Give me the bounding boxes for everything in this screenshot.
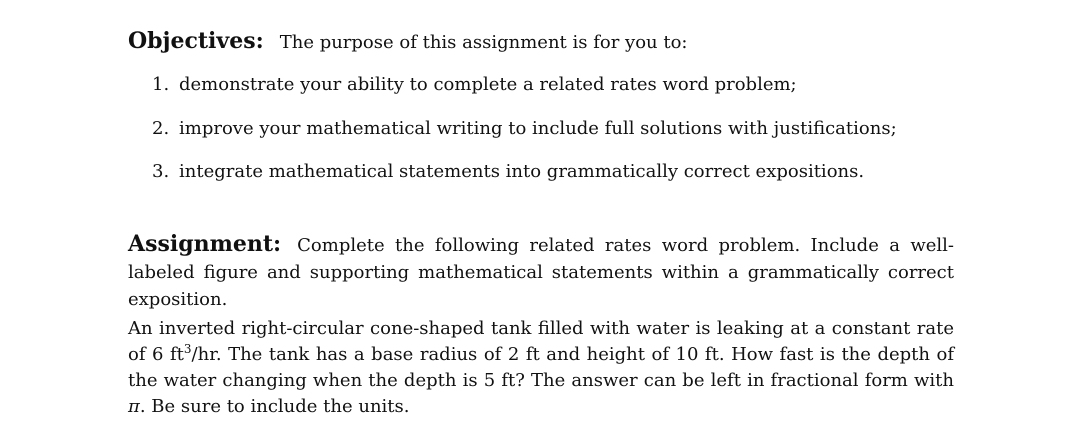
list-item [152,118,897,162]
problem-statement [128,316,954,420]
list-item-number: 2. [152,117,170,139]
list-item-text: integrate mathematical statements into grammatically correct expositions. [179,161,865,182]
objectives-heading: Objectives: [128,28,264,54]
list-item-number: 1. [152,74,170,95]
problem-text-part-2: /hr. The tank has a base radius of 2 ft and height of 10 ft. How fast is the depth of the water changing when the depth is 5 ft? The answer can be left in fractional form with [128,344,955,391]
pi-symbol: π [128,396,140,417]
problem-text-part-3: . Be sure to include the units. [139,396,410,417]
list-item-text: improve your mathematical writing to include full solutions with justifications; [179,117,897,139]
assignment-section [128,231,954,313]
objectives-section [128,28,688,54]
list-item [152,74,897,118]
list-item-text: demonstrate your ability to complete a related rates word problem; [179,74,797,95]
problem-text-part-1: An inverted right-circular cone-shaped tank filled with water is leaking at a constant rate of 6 ft [128,318,954,365]
exponent: 3 [183,342,192,356]
objectives-intro: The purpose of this assignment is for you to: [279,32,688,53]
objectives-list [152,74,897,205]
list-item-number: 3. [152,161,170,182]
list-item [152,161,897,205]
assignment-heading: Assignment: [128,231,282,257]
assignment-text: Complete the following related rates word problem. Include a well-labeled figure and supporting mathematical statements within a grammatically correct exposition. [128,235,954,310]
